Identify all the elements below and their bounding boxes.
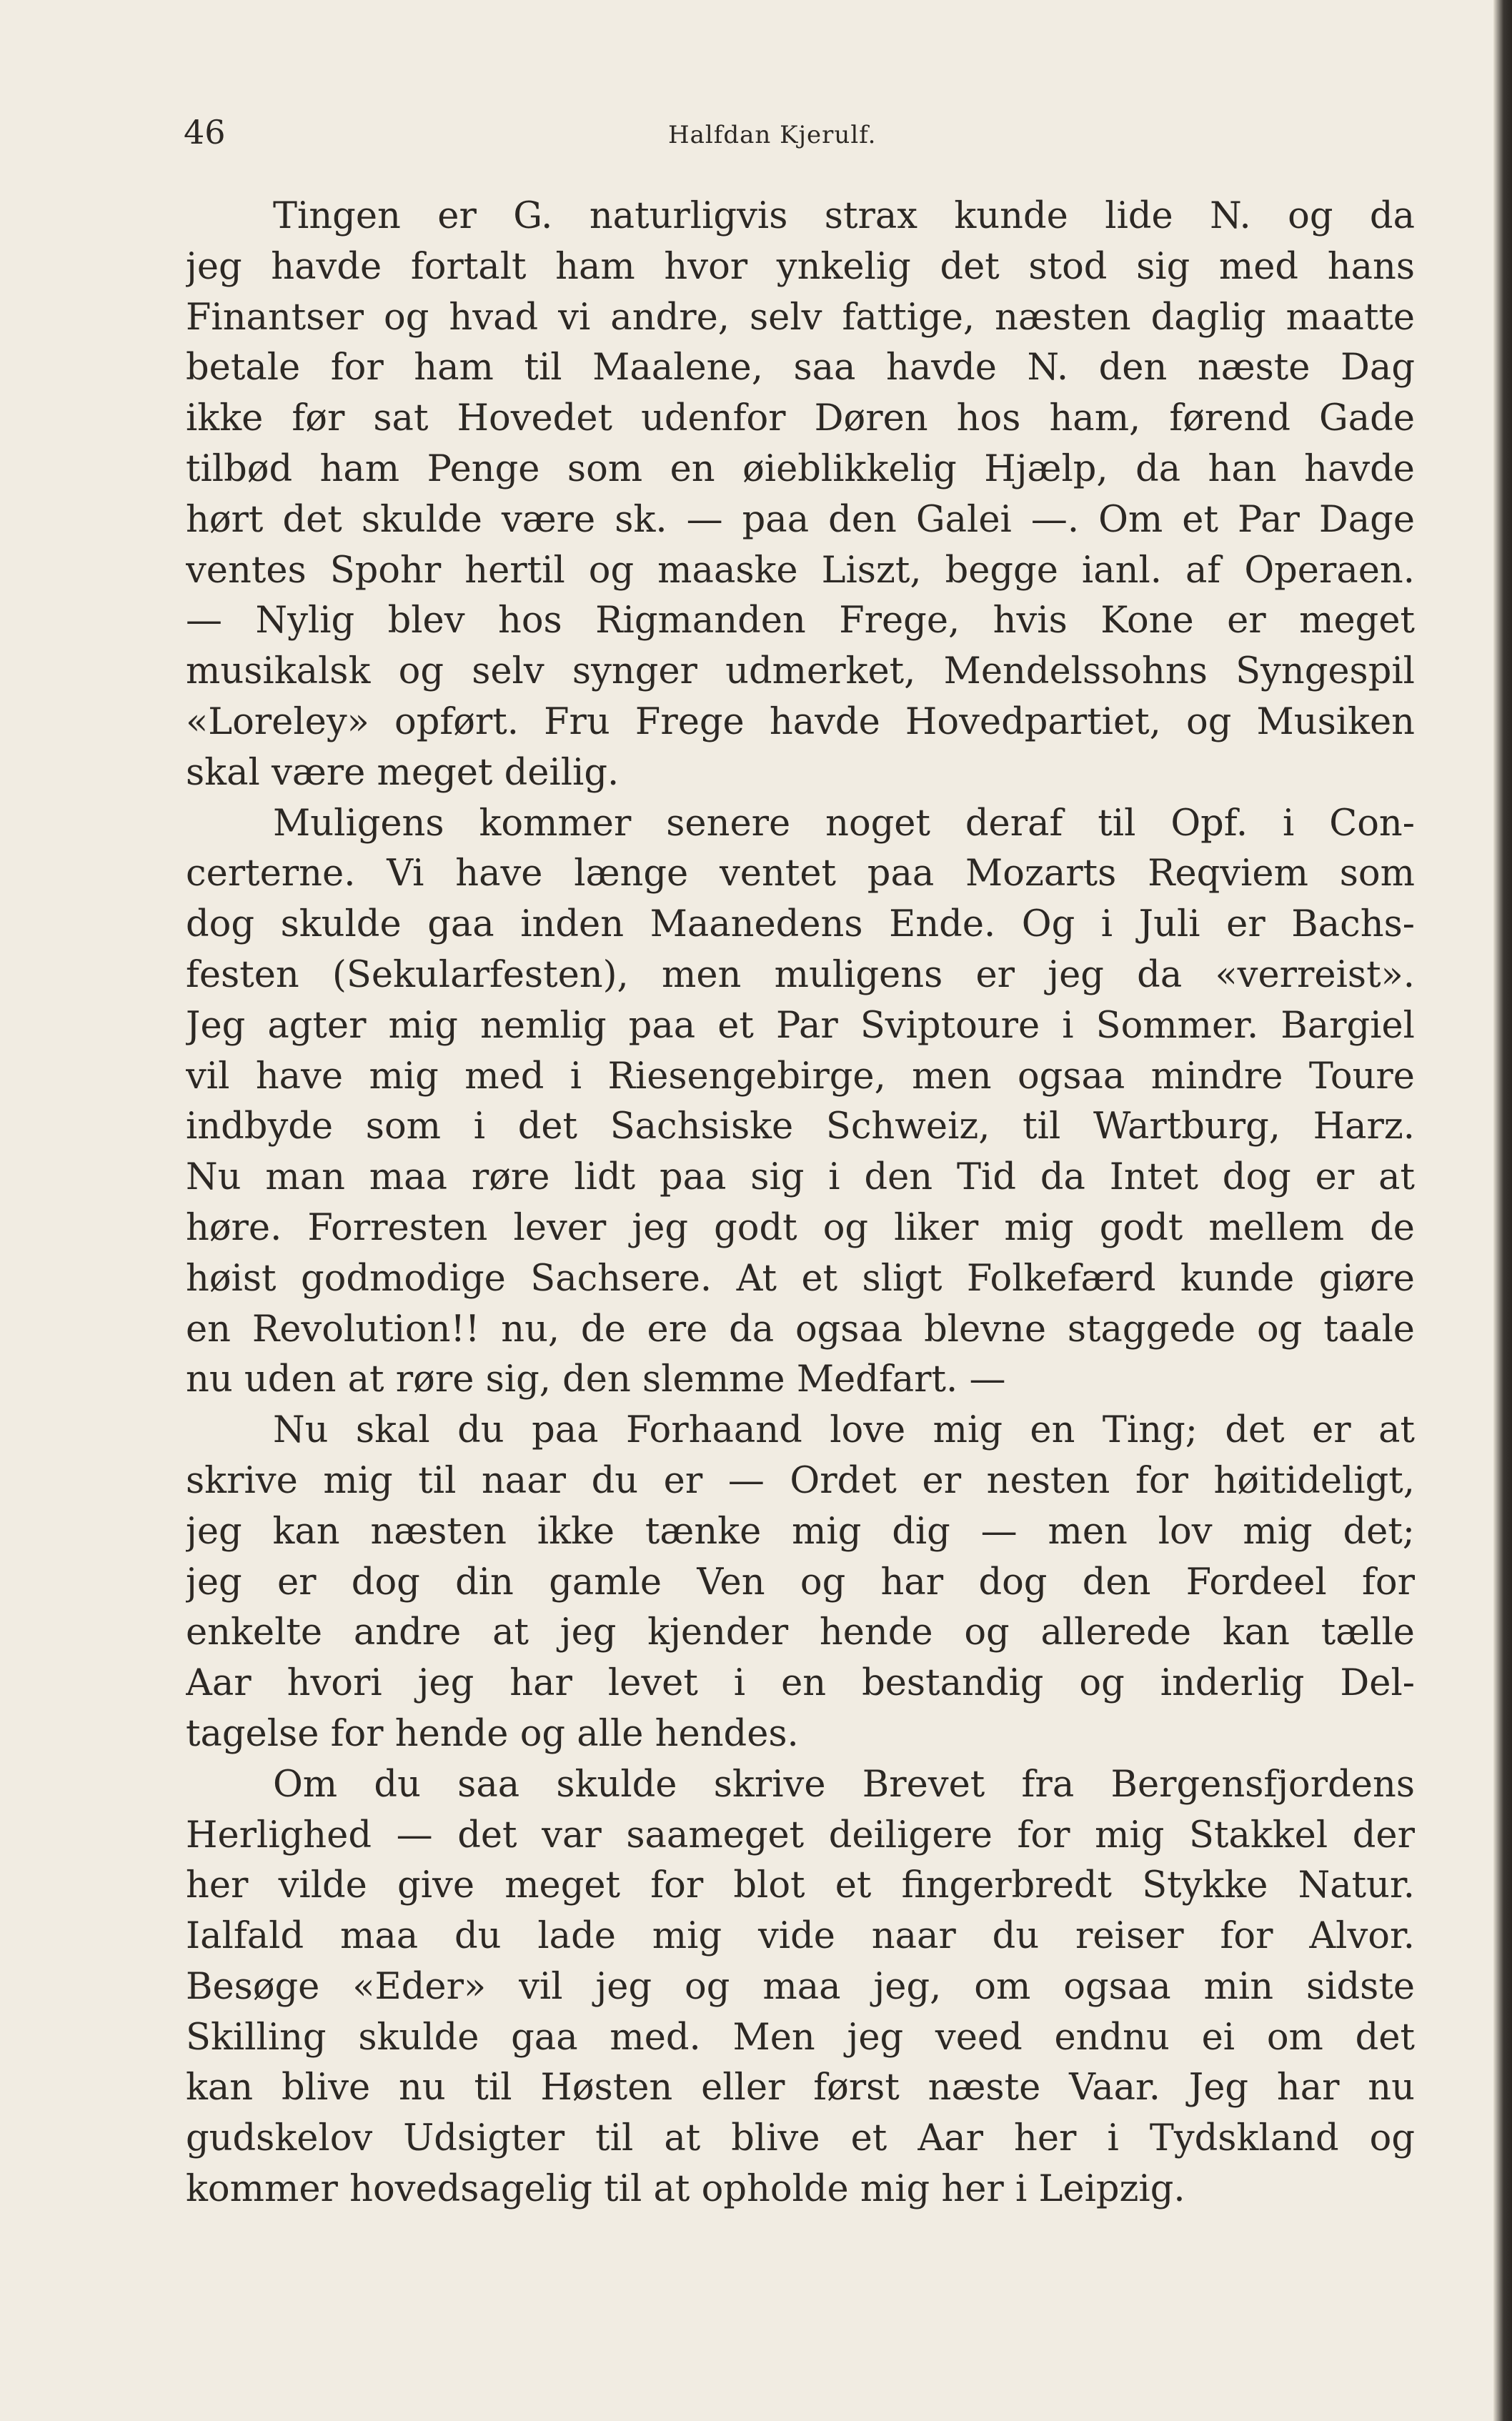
text-line: tilbød ham Penge som en øieblikkelig Hjælp, da han havde — [186, 447, 1415, 490]
text-line: kan blive nu til Høsten eller først næste Vaar. Jeg har nu — [186, 2067, 1415, 2109]
text-line: musikalsk og selv synger udmerket, Mendelssohns Syngespil — [186, 650, 1415, 693]
text-line: tagelse for hende og alle hendes. — [186, 1712, 799, 1755]
letter-body-text — [186, 192, 1415, 2215]
text-line: jeg er dog din gamle Ven og har dog den Fordeel for — [186, 1561, 1415, 1604]
text-line: ventes Spohr hertil og maaske Liszt, begge ianl. af Operaen. — [186, 549, 1415, 592]
text-line: Skilling skulde gaa med. Men jeg veed endnu ei om det — [186, 2016, 1415, 2059]
text-line: en Revolution!! nu, de ere da ogsaa blevne staggede og taale — [186, 1308, 1415, 1351]
text-line: Tingen er G. naturligvis strax kunde lide N. og da — [273, 195, 1415, 237]
text-line: gudskelov Udsigter til at blive et Aar her i Tydskland og — [186, 2117, 1415, 2160]
text-line: dog skulde gaa inden Maanedens Ende. Og i Juli er Bachs- — [186, 903, 1415, 946]
text-line: Muligens kommer senere noget deraf til Opf. i Con- — [273, 802, 1415, 845]
page-number: 46 — [184, 113, 226, 151]
text-line: Ialfald maa du lade mig vide naar du reiser for Alvor. — [186, 1915, 1415, 1958]
text-line: festen (Sekularfesten), men muligens er jeg da «verreist». — [186, 953, 1415, 996]
text-line: Nu skal du paa Forhaand love mig en Ting; det er at — [273, 1409, 1415, 1452]
text-line: hørt det skulde være sk. — paa den Galei —. Om et Par Dage — [186, 498, 1415, 541]
text-line: Nu man maa røre lidt paa sig i den Tid da Intet dog er at — [186, 1156, 1415, 1199]
running-title: Halfdan Kjerulf. — [668, 121, 877, 149]
page-header — [0, 107, 1493, 157]
text-line: Om du saa skulde skrive Brevet fra Bergensfjordens — [273, 1763, 1415, 1806]
text-line: «Loreley» opført. Fru Frege havde Hovedpartiet, og Musiken — [186, 700, 1415, 743]
text-line: skrive mig til naar du er — Ordet er nesten for høitideligt, — [186, 1459, 1415, 1502]
text-line: Aar hvori jeg har levet i en bestandig og inderlig Del- — [186, 1662, 1415, 1705]
text-line: høre. Forresten lever jeg godt og liker mig godt mellem de — [186, 1206, 1415, 1249]
text-line: betale for ham til Maalene, saa havde N. den næste Dag — [186, 347, 1415, 389]
text-line: jeg kan næsten ikke tænke mig dig — men lov mig det; — [186, 1510, 1415, 1553]
text-line: ikke før sat Hovedet udenfor Døren hos ham, førend Gade — [186, 397, 1415, 440]
text-line: — Nylig blev hos Rigmanden Frege, hvis Kone er meget — [186, 600, 1415, 642]
text-line: skal være meget deilig. — [186, 751, 620, 794]
text-line: enkelte andre at jeg kjender hende og allerede kan tælle — [186, 1611, 1415, 1654]
text-line: Herlighed — det var saameget deiligere for mig Stakkel der — [186, 1814, 1415, 1856]
text-line: her vilde give meget for blot et fingerbredt Stykke Natur. — [186, 1864, 1415, 1907]
text-line: Jeg agter mig nemlig paa et Par Sviptoure i Sommer. Bargiel — [186, 1004, 1415, 1047]
page-edge-shadow — [1493, 0, 1512, 2421]
text-line: nu uden at røre sig, den slemme Medfart. — — [186, 1358, 1006, 1401]
text-line: vil have mig med i Riesengebirge, men ogsaa mindre Toure — [186, 1055, 1415, 1098]
text-line: Finantser og hvad vi andre, selv fattige, næsten daglig maatte — [186, 296, 1415, 339]
text-line: indbyde som i det Sachsiske Schweiz, til Wartburg, Harz. — [186, 1105, 1415, 1148]
text-line: Besøge «Eder» vil jeg og maa jeg, om ogsaa min sidste — [186, 1965, 1415, 2008]
text-line: høist godmodige Sachsere. At et sligt Folkefærd kunde giøre — [186, 1257, 1415, 1300]
text-line: jeg havde fortalt ham hvor ynkelig det stod sig med hans — [186, 245, 1415, 288]
text-line: certerne. Vi have længe ventet paa Mozarts Reqviem som — [186, 852, 1415, 895]
text-line: kommer hovedsagelig til at opholde mig her i Leipzig. — [186, 2168, 1185, 2211]
